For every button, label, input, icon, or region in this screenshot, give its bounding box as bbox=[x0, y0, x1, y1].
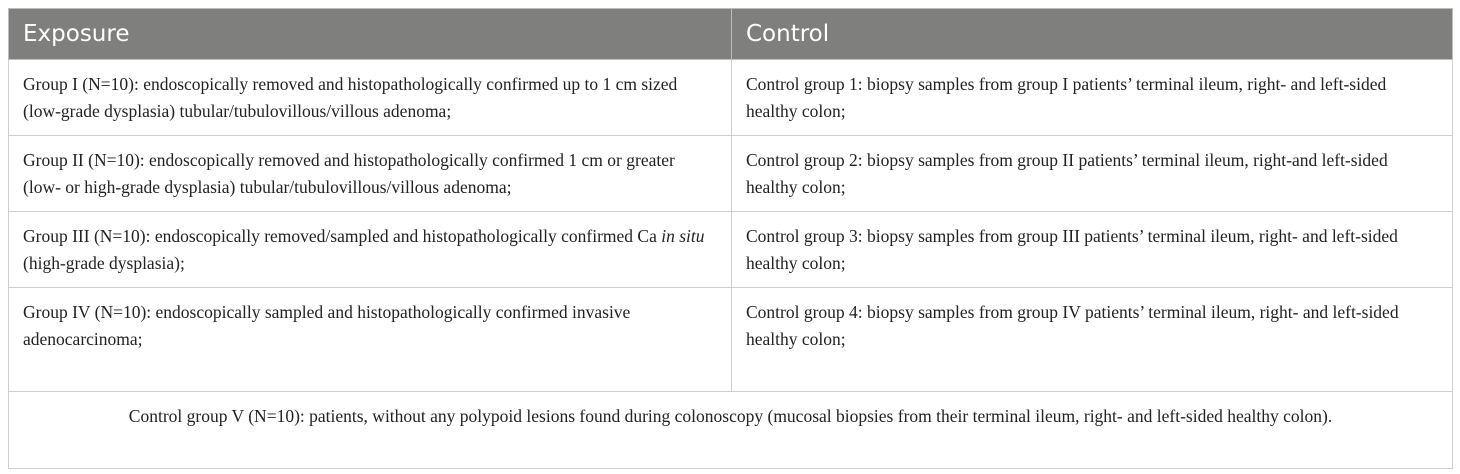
exposure-cell-group-2: Group II (N=10): endoscopically removed and histopathologically confirmed 1 cm or greater (low- or high-grade dysplasia) tubular/tubulovillous/villous adenoma; bbox=[9, 136, 732, 212]
header-exposure: Exposure bbox=[9, 9, 732, 60]
exposure-text-post: (high-grade dysplasia); bbox=[23, 253, 185, 273]
control-cell-group-2: Control group 2: biopsy samples from group II patients’ terminal ileum, right-and left-sided healthy colon; bbox=[732, 136, 1453, 212]
table-row bbox=[9, 288, 1453, 392]
control-cell-group-1: Control group 1: biopsy samples from group I patients’ terminal ileum, right- and left-sided healthy colon; bbox=[732, 60, 1453, 136]
exposure-text-pre: Group III (N=10): endoscopically removed/sampled and histopathologically confirmed Ca bbox=[23, 226, 662, 246]
control-cell-group-4: Control group 4: biopsy samples from group IV patients’ terminal ileum, right- and left-sided healthy colon; bbox=[732, 288, 1453, 392]
study-groups-table bbox=[8, 8, 1453, 469]
header-row bbox=[9, 9, 1453, 60]
exposure-line-1: Group IV (N=10): endoscopically sampled and histopathologically confirmed invasive bbox=[23, 302, 631, 322]
control-group-5-note: Control group V (N=10): patients, without any polypoid lesions found during colonoscopy (mucosal biopsies from their terminal ileum, right- and left-sided healthy colon). bbox=[9, 392, 1453, 469]
header-control: Control bbox=[732, 9, 1453, 60]
exposure-cell-group-4 bbox=[9, 288, 732, 392]
table-row bbox=[9, 136, 1453, 212]
exposure-line-2: adenocarcinoma; bbox=[23, 329, 143, 349]
footer-row bbox=[9, 392, 1453, 469]
control-cell-group-3: Control group 3: biopsy samples from group III patients’ terminal ileum, right- and left-sided healthy colon; bbox=[732, 212, 1453, 288]
table-row bbox=[9, 60, 1453, 136]
exposure-text-italic: in situ bbox=[661, 226, 705, 246]
exposure-cell-group-3 bbox=[9, 212, 732, 288]
exposure-cell-group-1: Group I (N=10): endoscopically removed and histopathologically confirmed up to 1 cm sized (low-grade dysplasia) tubular/tubulovillous/villous adenoma; bbox=[9, 60, 732, 136]
table-row bbox=[9, 212, 1453, 288]
